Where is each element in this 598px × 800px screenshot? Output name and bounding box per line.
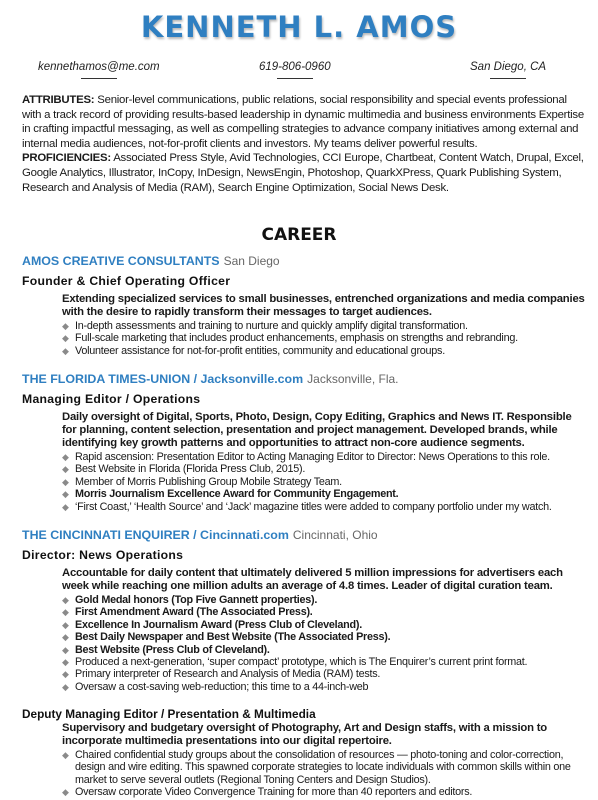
diamond-bullet-icon: ◆ [62,607,69,618]
diamond-bullet-icon: ◆ [62,669,69,680]
list-item [62,594,588,606]
job-florida-times-union [22,372,588,513]
job-deputy-managing-editor [22,703,588,799]
list-item [62,786,588,798]
diamond-bullet-icon: ◆ [62,501,69,512]
diamond-bullet-icon: ◆ [62,644,69,655]
list-item [62,681,588,693]
list-item [62,644,588,656]
attributes-paragraph [22,93,584,151]
bullet-text: Volunteer assistance for not-for-profit entities, community and educational groups. [75,344,445,357]
resume-name: KENNETH L. AMOS [140,10,458,44]
list-item [62,451,588,463]
contact-phone: 619-806-0960 [259,61,331,73]
bullet-text: Primary interpreter of Research and Analysis of Media (RAM) tests. [75,668,381,681]
employer-label: THE FLORIDA TIMES-UNION / Jacksonville.com [22,372,304,386]
list-item [62,488,588,500]
employer-label: THE CINCINNATI ENQUIRER / Cincinnati.com [22,528,289,542]
proficiencies-text: Associated Press Style, Avid Technologies, CCI Europe, Chartbeat, Content Watch, Drupal, Excel, Google Analytics, Illustrator, InCopy, InDesign, NewsEngin, Photoshop, QuarkXPress, Quark Publishing System, Research and Analysis of Media (RAM), Search Engine Optimization, Social News Desk. [22,152,584,194]
employer-location: San Diego [223,254,280,268]
bullet-text: Gold Medal honors (Top Five Gannett properties). [75,594,318,606]
employer-name [22,372,588,386]
bullet-text: Full-scale marketing that includes product enhancements, emphasis on strengths and rebranding. [75,332,518,345]
contact-email[interactable]: kennethamos@me.com [38,61,160,73]
list-item [62,606,588,618]
diamond-bullet-icon: ◆ [62,787,69,798]
diamond-bullet-icon: ◆ [62,333,69,344]
diamond-bullet-icon: ◆ [62,595,69,605]
list-item [62,668,588,680]
contact-city: San Diego, CA [470,61,547,73]
job-summary: Extending specialized services to small businesses, entrenched organizations and media companies with the desire to rapidly transform their messages to target audiences. [62,293,585,318]
contact-line [0,61,598,83]
job-title: Director: News Operations [22,548,184,562]
employer-name [22,528,588,542]
bullet-text: ‘First Coast,’ ‘Health Source’ and ‘Jack’ magazine titles were added to company portfolio under my watch. [75,500,552,513]
bullet-text: Best Daily Newspaper and Best Website (The Associated Press). [75,631,391,644]
diamond-bullet-icon: ◆ [62,657,69,668]
diamond-bullet-icon: ◆ [62,750,69,760]
diamond-bullet-icon: ◆ [62,476,69,487]
job-summary: Daily oversight of Digital, Sports, Photo, Design, Copy Editing, Graphics and News IT. Responsible for planning, content selection, presentation and project management. Developed brands, while identifying key growth patterns and opportunities to attract non-core audience segments. [62,411,572,449]
bullet-text: Produced a next-generation, ‘super compact’ prototype, which is The Enquirer’s current print format. [75,656,528,669]
job-bullets [62,749,588,799]
list-item [62,501,588,513]
job-summary: Accountable for daily content that ultimately delivered 5 million impressions for advertisers each week while reaching one million adults an average of 4.8 times. Leader of digital curation team. [62,567,563,592]
bullet-text: Oversaw a cost-saving web-reduction; this time to a 44-inch-web [75,680,369,693]
bullet-text: Excellence In Journalism Award (Press Club of Cleveland). [75,618,362,631]
job-amos-creative [22,254,588,357]
diamond-bullet-icon: ◆ [62,489,69,500]
job-title: Founder & Chief Operating Officer [22,274,231,288]
list-item [62,463,588,475]
bullet-text: Rapid ascension: Presentation Editor to Acting Managing Editor to Director: News Operations to this role. [75,451,550,463]
diamond-bullet-icon: ◆ [62,452,69,462]
proficiencies-paragraph [22,151,584,195]
summary-section [22,93,584,195]
bullet-text: Best Website (Press Club of Cleveland). [75,643,270,656]
bullet-text: Oversaw corporate Video Convergence Training for more than 40 reporters and editors. [75,786,473,799]
job-title: Managing Editor / Operations [22,392,201,406]
employer-location: Jacksonville, Fla. [307,372,399,386]
diamond-bullet-icon: ◆ [62,321,69,331]
career-heading: CAREER [261,225,337,245]
job-bullets [62,594,588,693]
bullet-text: First Amendment Award (The Associated Press). [75,606,313,619]
list-item [62,631,588,643]
bullet-text: Best Website in Florida (Florida Press Club, 2015). [75,463,306,476]
diamond-bullet-icon: ◆ [62,619,69,630]
diamond-bullet-icon: ◆ [62,345,69,356]
job-title: Deputy Managing Editor / Presentation & Multimedia [22,707,316,721]
list-item [62,476,588,488]
diamond-bullet-icon: ◆ [62,632,69,643]
bullet-text: Chaired confidential study groups about the consolidation of resources — photo-toning and color-correction, design and wire editing. This spawned corporate strategies to locate individuals with common skills within one market to serve several outlets (Regional Toning Centers and Design Studios). [75,749,571,786]
list-item [62,345,588,357]
employer-name [22,254,588,268]
employer-location: Cincinnati, Ohio [292,528,378,542]
bullet-text: Morris Journalism Excellence Award for Community Engagement. [75,488,399,501]
list-item [62,749,588,786]
employer-label: AMOS CREATIVE CONSULTANTS [22,254,220,268]
list-item [62,320,588,332]
job-summary: Supervisory and budgetary oversight of Photography, Art and Design staffs, with a mission to incorporate multimedia presentations into our digital repertoire. [62,722,548,747]
list-item [62,332,588,344]
diamond-bullet-icon: ◆ [62,681,69,692]
job-bullets [62,451,588,513]
list-item [62,619,588,631]
bullet-text: In-depth assessments and training to nurture and quickly amplify digital transformation. [75,320,468,332]
list-item [62,656,588,668]
bullet-text: Member of Morris Publishing Group Mobile Strategy Team. [75,475,342,488]
proficiencies-label: PROFICIENCIES: [22,152,111,165]
diamond-bullet-icon: ◆ [62,464,69,475]
attributes-text: Senior-level communications, public relations, social responsibility and special events professional with a track record of providing results-based leadership in dynamic multimedia and business environments Expertise in crafting impactful messaging, as well as compelling strategies to advance company initiatives among external and internal media audiences, not-for-profit clients and investors. My teams deliver powerful results. [22,94,584,150]
job-cincinnati-enquirer [22,528,588,693]
job-bullets [62,320,588,357]
attributes-label: ATTRIBUTES: [22,94,95,106]
